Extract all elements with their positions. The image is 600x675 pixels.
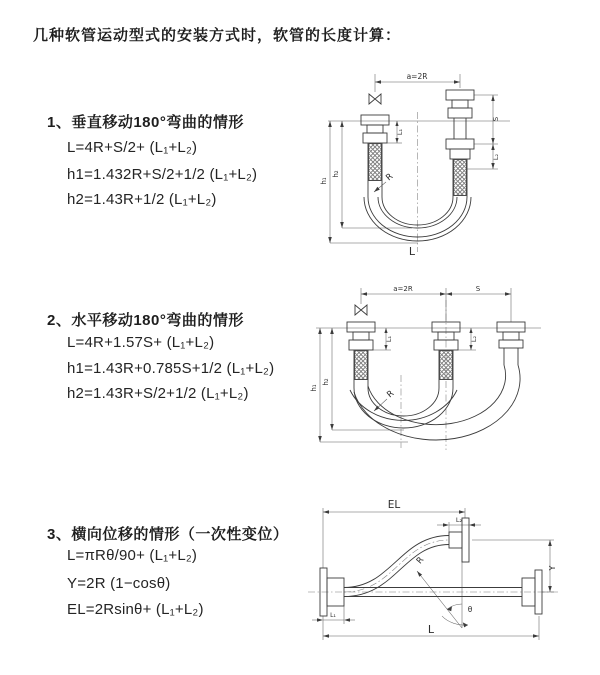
length-label: L	[408, 245, 416, 258]
arrowheads	[317, 510, 552, 638]
dim-label-a2r: a=2R	[393, 285, 413, 293]
dim-label-s: S	[475, 285, 481, 293]
dim-label-h1: h₁	[320, 177, 328, 185]
arrowheads	[328, 80, 495, 243]
angle-label: θ	[467, 605, 473, 614]
page-title: 几种软管运动型式的安装方式时，软管的长度计算：	[33, 27, 402, 44]
braid-section	[439, 350, 453, 380]
dim-label-l2: L₂	[470, 335, 478, 343]
braid-section	[453, 159, 467, 196]
formula-length: L=4R+S/2+ (L₁+L₂)	[67, 139, 198, 156]
radius-label: R	[414, 555, 427, 567]
section-3-heading: 3、横向位移的情形（一次性变位）	[47, 526, 289, 543]
diagram-1-drawing	[300, 66, 560, 258]
diagram-lateral-displacement	[296, 494, 581, 652]
dim-label-a2r: a=2R	[406, 72, 428, 81]
dim-label-l1: L₁	[396, 128, 404, 136]
dim-label-l2: L₂	[492, 153, 500, 161]
formula-y: Y=2R (1−cosθ)	[67, 575, 171, 592]
formula-h2: h2=1.43R+S/2+1/2 (L₁+L₂)	[67, 385, 249, 402]
dim-label-h1: h₁	[310, 384, 318, 392]
dim-label-l: L	[427, 623, 435, 636]
formula-h1: h1=1.432R+S/2+1/2 (L₁+L₂)	[67, 166, 258, 183]
dim-label-y: Y	[548, 565, 557, 571]
dimension-lines	[316, 288, 541, 442]
dim-label-h2: h₂	[332, 170, 340, 178]
dimension-lines	[328, 74, 510, 243]
formula-h2: h2=1.43R+1/2 (L₁+L₂)	[67, 191, 217, 208]
section-horizontal-180-bend	[47, 309, 312, 419]
formula-h1: h1=1.43R+0.785S+1/2 (L₁+L₂)	[67, 360, 275, 377]
diagram-vertical-180-bend	[300, 66, 560, 258]
dim-label-el: EL	[387, 499, 401, 511]
section-1-heading: 1、垂直移动180°弯曲的情形	[47, 114, 244, 131]
section-2-heading: 2、水平移动180°弯曲的情形	[47, 312, 244, 329]
formula-length: L=4R+1.57S+ (L₁+L₂)	[67, 334, 215, 351]
diagram-horizontal-180-bend	[296, 280, 574, 458]
braid-section	[354, 350, 368, 380]
section-lateral-displacement	[47, 523, 312, 633]
dim-label-s: S	[492, 116, 500, 122]
radius-label: R	[384, 171, 396, 184]
radius-label: R	[385, 388, 397, 401]
dim-label-l1: L₁	[330, 612, 336, 619]
diagram-3-drawing	[296, 494, 581, 652]
dim-label-l2: L₂	[455, 516, 463, 524]
flange-fittings	[347, 322, 525, 365]
flange-fittings	[320, 518, 542, 616]
hose-outline	[344, 536, 522, 597]
formula-length: L=πRθ/90+ (L₁+L₂)	[67, 547, 198, 564]
dim-label-l1: L₁	[385, 335, 393, 343]
section-vertical-180-bend	[47, 111, 312, 221]
valve-icon	[369, 94, 381, 104]
braid-section	[368, 143, 382, 181]
dim-label-h2: h₂	[322, 378, 330, 386]
diagram-2-drawing	[296, 280, 574, 458]
valve-icon	[355, 305, 367, 315]
formula-el: EL=2Rsinθ+ (L₁+L₂)	[67, 601, 204, 618]
hose-outline	[350, 350, 520, 440]
centerline	[308, 540, 558, 592]
